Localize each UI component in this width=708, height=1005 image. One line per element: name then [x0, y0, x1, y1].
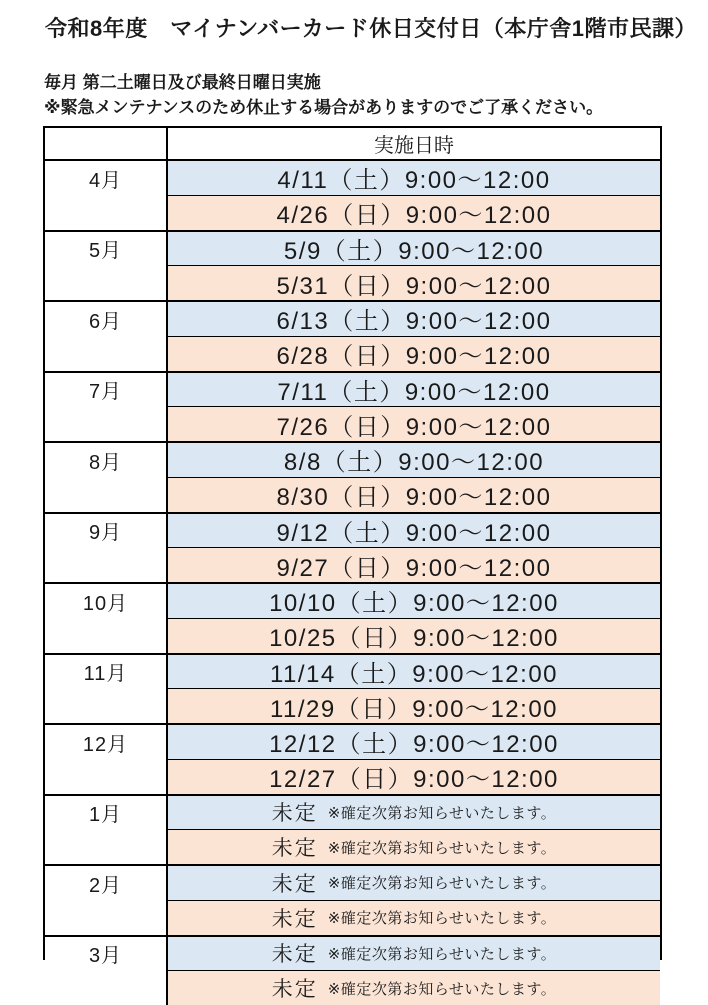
session-datetime: 4/26（日）9:00～12:00 — [277, 195, 552, 230]
month-group — [45, 232, 660, 303]
schedule-row — [168, 584, 660, 619]
month-label: 3月 — [89, 937, 122, 971]
schedule-row — [168, 161, 660, 196]
schedule-row — [168, 232, 660, 267]
corner-cell — [45, 128, 168, 159]
month-rows — [168, 161, 660, 230]
schedule-row — [168, 196, 660, 230]
month-group — [45, 866, 660, 937]
month-cell — [45, 866, 168, 935]
month-cell — [45, 514, 168, 583]
month-label: 4月 — [89, 161, 122, 195]
schedule-row — [168, 266, 660, 300]
schedule-row — [168, 337, 660, 371]
month-rows — [168, 232, 660, 301]
month-label: 5月 — [89, 232, 122, 266]
session-datetime: 5/31（日）9:00～12:00 — [277, 266, 552, 301]
undecided-note: ※確定次第お知らせいたします。 — [328, 802, 556, 823]
month-cell — [45, 232, 168, 301]
session-datetime: 10/10（土）9:00～12:00 — [269, 583, 559, 618]
month-label: 9月 — [89, 514, 122, 548]
month-rows — [168, 443, 660, 512]
month-rows — [168, 655, 660, 724]
session-datetime: 8/8（土）9:00～12:00 — [284, 442, 544, 477]
table-header-row — [45, 128, 660, 161]
month-rows — [168, 866, 660, 935]
session-datetime: 12/12（土）9:00～12:00 — [269, 724, 559, 759]
month-group — [45, 302, 660, 373]
month-label: 1月 — [89, 796, 122, 830]
month-cell — [45, 796, 168, 865]
schedule-row — [168, 760, 660, 794]
undecided-note: ※確定次第お知らせいたします。 — [328, 943, 556, 964]
month-label: 7月 — [89, 373, 122, 407]
month-cell — [45, 937, 168, 1005]
undecided-text: 未定 — [272, 973, 318, 1003]
month-rows — [168, 373, 660, 442]
schedule-row — [168, 796, 660, 831]
month-group — [45, 443, 660, 514]
month-label: 2月 — [89, 866, 122, 900]
month-group — [45, 584, 660, 655]
undecided-text: 未定 — [272, 868, 318, 898]
schedule-row — [168, 443, 660, 478]
month-label: 8月 — [89, 443, 122, 477]
month-cell — [45, 161, 168, 230]
session-datetime: 6/13（土）9:00～12:00 — [277, 301, 552, 336]
schedule-row — [168, 548, 660, 582]
month-group — [45, 655, 660, 726]
schedule-row — [168, 937, 660, 972]
session-datetime: 9/27（日）9:00～12:00 — [277, 548, 552, 583]
session-datetime: 10/25（日）9:00～12:00 — [269, 618, 559, 653]
session-datetime: 4/11（土）9:00～12:00 — [277, 160, 550, 195]
page-title: 令和8年度 マイナンバーカード休日交付日（本庁舎1階市民課） — [45, 12, 697, 43]
session-datetime: 7/26（日）9:00～12:00 — [277, 407, 552, 442]
schedule-note: 毎月 第二土曜日及び最終日曜日実施 — [44, 70, 603, 95]
undecided-note: ※確定次第お知らせいたします。 — [328, 907, 556, 928]
undecided-text: 未定 — [272, 797, 318, 827]
month-group — [45, 373, 660, 444]
session-datetime: 6/28（日）9:00～12:00 — [277, 336, 552, 371]
session-datetime: 11/14（土）9:00～12:00 — [270, 654, 558, 689]
month-rows — [168, 796, 660, 865]
month-cell — [45, 655, 168, 724]
undecided-note: ※確定次第お知らせいたします。 — [328, 978, 556, 999]
schedule-row — [168, 373, 660, 408]
schedule-row — [168, 619, 660, 653]
session-datetime: 7/11（土）9:00～12:00 — [277, 372, 550, 407]
schedule-row — [168, 407, 660, 441]
month-cell — [45, 725, 168, 794]
month-group — [45, 937, 660, 1005]
month-group — [45, 514, 660, 585]
undecided-note: ※確定次第お知らせいたします。 — [328, 837, 556, 858]
undecided-text: 未定 — [272, 938, 318, 968]
schedule-row — [168, 478, 660, 512]
session-datetime: 9/12（土）9:00～12:00 — [277, 513, 552, 548]
notes-block — [44, 70, 603, 120]
month-label: 12月 — [83, 725, 128, 759]
header-cell-datetime: 実施日時 — [168, 128, 660, 159]
schedule-row — [168, 514, 660, 549]
schedule-row — [168, 655, 660, 690]
undecided-note: ※確定次第お知らせいたします。 — [328, 872, 556, 893]
schedule-row — [168, 302, 660, 337]
maintenance-note: ※緊急メンテナンスのため休止する場合がありますのでご了承ください。 — [44, 95, 603, 120]
month-cell — [45, 302, 168, 371]
month-cell — [45, 584, 168, 653]
month-cell — [45, 373, 168, 442]
month-label: 10月 — [83, 584, 128, 618]
schedule-row — [168, 725, 660, 760]
session-datetime: 11/29（日）9:00～12:00 — [270, 689, 558, 724]
month-group — [45, 796, 660, 867]
month-label: 11月 — [84, 655, 128, 689]
month-rows — [168, 514, 660, 583]
session-datetime: 12/27（日）9:00～12:00 — [269, 759, 559, 794]
month-rows — [168, 584, 660, 653]
month-group — [45, 725, 660, 796]
month-cell — [45, 443, 168, 512]
month-rows — [168, 725, 660, 794]
session-datetime: 8/30（日）9:00～12:00 — [277, 477, 552, 512]
month-rows — [168, 937, 660, 1005]
month-rows — [168, 302, 660, 371]
schedule-table — [43, 126, 662, 960]
schedule-row — [168, 866, 660, 901]
month-label: 6月 — [89, 302, 122, 336]
table-body — [45, 161, 660, 1005]
session-datetime: 5/9（土）9:00～12:00 — [284, 231, 544, 266]
undecided-text: 未定 — [272, 903, 318, 933]
schedule-row — [168, 689, 660, 723]
undecided-text: 未定 — [272, 832, 318, 862]
schedule-row — [168, 830, 660, 864]
schedule-row — [168, 901, 660, 935]
month-group — [45, 161, 660, 232]
